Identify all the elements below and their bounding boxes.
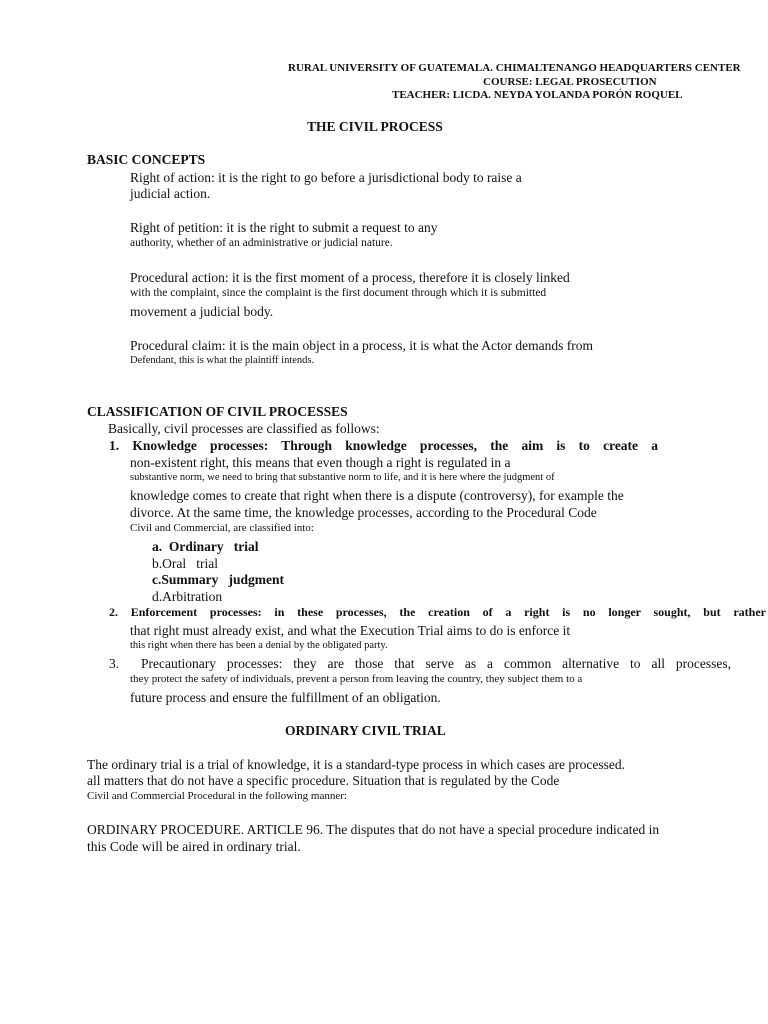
page-title: THE CIVIL PROCESS [307, 119, 443, 134]
subitem-arbitration: d.Arbitration [152, 589, 223, 604]
right-of-action-line-1: Right of action: it is the right to go before a jurisdictional body to raise a [130, 170, 522, 185]
right-of-action-line-2: judicial action. [130, 186, 211, 201]
ordinary-trial-heading: ORDINARY CIVIL TRIAL [285, 723, 446, 738]
procedural-action-line-2: with the complaint, since the complaint is the first document through which it is submitted [130, 287, 547, 299]
knowledge-processes-line-3: substantive norm, we need to bring that substantive norm to life, and it is here where the judgment of [130, 472, 555, 483]
university-header: RURAL UNIVERSITY OF GUATEMALA. CHIMALTENANGO HEADQUARTERS CENTER [288, 62, 741, 74]
precautionary-processes-line-1: 3. Precautionary processes: they are those that serve as a common alternative to all processes, [109, 656, 731, 671]
basic-concepts-heading: BASIC CONCEPTS [87, 152, 206, 167]
classification-heading: CLASSIFICATION OF CIVIL PROCESSES [87, 404, 348, 419]
procedural-action-line-1: Procedural action: it is the first moment of a process, therefore it is closely linked [130, 270, 570, 285]
ordinary-para2-line-1: ORDINARY PROCEDURE. ARTICLE 96. The disputes that do not have a special procedure indicated in [87, 822, 660, 837]
subitem-ordinary-trial: a. Ordinary trial [152, 539, 259, 554]
ordinary-para2-line-2: this Code will be aired in ordinary trial. [87, 839, 301, 854]
enforcement-processes-line-2: that right must already exist, and what the Execution Trial aims to do is enforce it [130, 623, 571, 638]
subitem-summary-judgment: c.Summary judgment [152, 572, 284, 587]
procedural-claim-line-2: Defendant, this is what the plaintiff intends. [130, 355, 315, 366]
enforcement-processes-line-3: this right when there has been a denial by the obligated party. [130, 640, 388, 651]
teacher-header: TEACHER: LICDA. NEYDA YOLANDA PORÓN ROQUEL [392, 89, 683, 101]
knowledge-processes-line-4: knowledge comes to create that right when there is a dispute (controversy), for example the [130, 488, 624, 503]
right-of-petition-line-1: Right of petition: it is the right to submit a request to any [130, 220, 438, 235]
ordinary-para1-line-1: The ordinary trial is a trial of knowledge, it is a standard-type process in which cases are processed. [87, 757, 625, 772]
knowledge-processes-line-1: 1. Knowledge processes: Through knowledge processes, the aim is to create a [109, 438, 658, 453]
knowledge-processes-line-2: non-existent right, this means that even though a right is regulated in a [130, 455, 511, 470]
subitem-oral-trial: b.Oral trial [152, 556, 218, 571]
knowledge-processes-line-5: divorce. At the same time, the knowledge processes, according to the Procedural Code [130, 505, 597, 520]
enforcement-processes-line-1: 2. Enforcement processes: in these processes, the creation of a right is no longer sought, but rather [109, 605, 766, 619]
right-of-petition-line-2: authority, whether of an administrative or judicial nature. [130, 237, 393, 249]
procedural-action-line-3: movement a judicial body. [130, 304, 274, 319]
precautionary-processes-line-2: they protect the safety of individuals, prevent a person from leaving the country, they subject them to a [130, 673, 583, 685]
precautionary-processes-line-3: future process and ensure the fulfillment of an obligation. [130, 690, 441, 705]
classification-intro: Basically, civil processes are classified as follows: [108, 421, 380, 436]
procedural-claim-line-1: Procedural claim: it is the main object in a process, it is what the Actor demands from [130, 338, 594, 353]
ordinary-para1-line-2: all matters that do not have a specific procedure. Situation that is regulated by the Code [87, 773, 560, 788]
knowledge-processes-line-6: Civil and Commercial, are classified into: [130, 522, 314, 534]
course-header: COURSE: LEGAL PROSECUTION [483, 76, 657, 88]
ordinary-para1-line-3: Civil and Commercial Procedural in the following manner: [87, 790, 347, 802]
